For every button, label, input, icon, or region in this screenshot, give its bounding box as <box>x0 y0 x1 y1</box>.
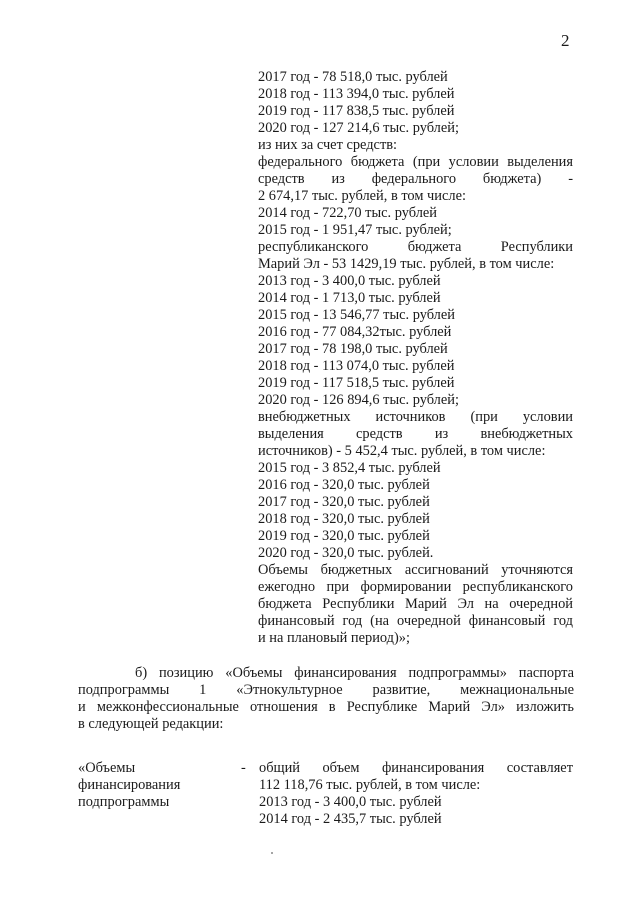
funding-line: 2014 год - 1 713,0 тыс. рублей <box>258 290 441 306</box>
funding-line: 2017 год - 78 198,0 тыс. рублей <box>258 341 448 357</box>
funding-line: 2020 год - 127 214,6 тыс. рублей; <box>258 120 459 136</box>
funding-line: источников) - 5 452,4 тыс. рублей, в том числе: <box>258 443 546 459</box>
funding-line: внебюджетных источников (при условии <box>258 409 573 425</box>
table-label-line: подпрограммы <box>78 794 170 810</box>
scan-speck <box>271 852 273 854</box>
funding-line: финансовый год (на очередной финансовый год <box>258 613 573 629</box>
funding-line: 2013 год - 3 400,0 тыс. рублей <box>258 273 441 289</box>
funding-line: 2 674,17 тыс. рублей, в том числе: <box>258 188 466 204</box>
funding-line: из них за счет средств: <box>258 137 398 153</box>
paragraph-line: б) позицию «Объемы финансирования подпрограммы» паспорта <box>135 665 574 681</box>
funding-line: 2015 год - 3 852,4 тыс. рублей <box>258 460 441 476</box>
funding-line: 2015 год - 1 951,47 тыс. рублей; <box>258 222 452 238</box>
funding-line: выделения средств из внебюджетных <box>258 426 573 442</box>
funding-line: бюджета Республики Марий Эл на очередной <box>258 596 573 612</box>
paragraph-line: и межконфессиональные отношения в Республике Марий Эл» изложить <box>78 699 574 715</box>
funding-line: 2014 год - 722,70 тыс. рублей <box>258 205 437 221</box>
funding-line: 2019 год - 320,0 тыс. рублей <box>258 528 430 544</box>
funding-line: 2018 год - 113 394,0 тыс. рублей <box>258 86 455 102</box>
funding-line: и на плановый период)»; <box>258 630 410 646</box>
table-value-line: 2013 год - 3 400,0 тыс. рублей <box>259 794 442 810</box>
table-label-line: «Объемы <box>78 760 136 776</box>
funding-line: Марий Эл - 53 1429,19 тыс. рублей, в том числе: <box>258 256 555 272</box>
funding-line: 2016 год - 320,0 тыс. рублей <box>258 477 430 493</box>
table-value-line: общий объем финансирования составляет <box>259 760 573 776</box>
funding-line: 2019 год - 117 838,5 тыс. рублей <box>258 103 455 119</box>
funding-line: 2017 год - 320,0 тыс. рублей <box>258 494 430 510</box>
funding-line: 2016 год - 77 084,32тыс. рублей <box>258 324 452 340</box>
paragraph-line: в следующей редакции: <box>78 716 224 732</box>
funding-line: Объемы бюджетных ассигнований уточняются <box>258 562 573 578</box>
table-value-line: 2014 год - 2 435,7 тыс. рублей <box>259 811 442 827</box>
table-dash: - <box>241 760 246 776</box>
funding-line: республиканского бюджета Республики <box>258 239 573 255</box>
funding-line: 2015 год - 13 546,77 тыс. рублей <box>258 307 455 323</box>
table-label-line: финансирования <box>78 777 181 793</box>
funding-line: 2018 год - 113 074,0 тыс. рублей <box>258 358 455 374</box>
funding-line: средств из федерального бюджета) - <box>258 171 573 187</box>
funding-line: федерального бюджета (при условии выделения <box>258 154 573 170</box>
funding-line: ежегодно при формировании республиканского <box>258 579 573 595</box>
funding-line: 2020 год - 126 894,6 тыс. рублей; <box>258 392 459 408</box>
funding-line: 2018 год - 320,0 тыс. рублей <box>258 511 430 527</box>
funding-line: 2017 год - 78 518,0 тыс. рублей <box>258 69 448 85</box>
table-value-line: 112 118,76 тыс. рублей, в том числе: <box>259 777 481 793</box>
funding-line: 2020 год - 320,0 тыс. рублей. <box>258 545 434 561</box>
funding-line: 2019 год - 117 518,5 тыс. рублей <box>258 375 455 391</box>
paragraph-line: подпрограммы 1 «Этнокультурное развитие, межнациональные <box>78 682 574 698</box>
page-number: 2 <box>561 31 570 50</box>
